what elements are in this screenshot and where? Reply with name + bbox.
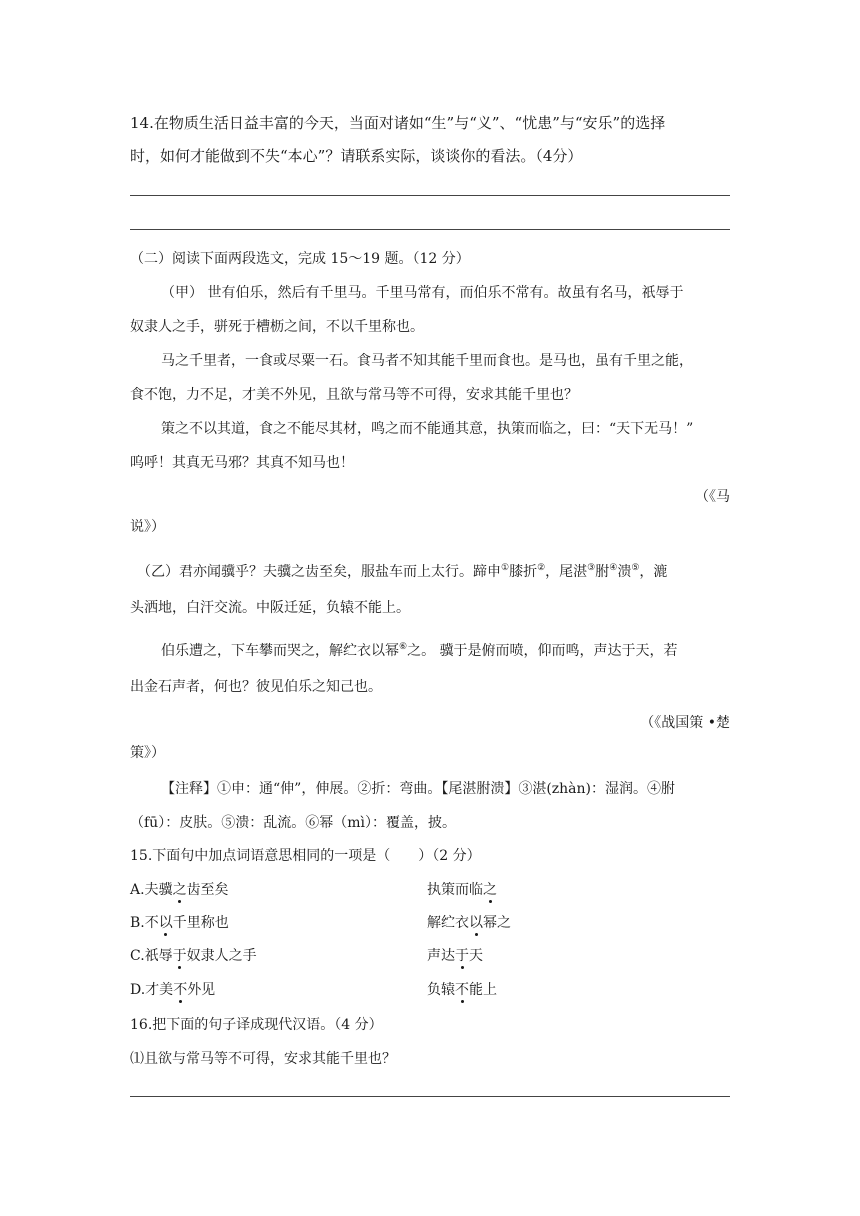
- passage-jia-line: 策之不以其道，食之不能尽其材，鸣之而不能通其意，执策而临之，曰：“天下无马！”: [161, 421, 694, 437]
- passage-jia-line: 马之千里者，一食或尽粟一石。食马者不知其能千里而食也。是马也，虽有千里之能，: [161, 353, 693, 369]
- passage-jia-line: 呜呼！其真无马邪？其真不知马也！: [130, 455, 354, 471]
- passage-yi-line: 头洒地，白汗交流。中阪迁延，负辕不能上。: [130, 600, 410, 616]
- passage-yi-line: （乙）君亦闻骥乎？夫骥之齿至矣，服盐车而上太行。蹄申①膝折②，尾湛③胕④溃⑤，漉: [137, 563, 668, 580]
- note-marker: ⑥: [399, 642, 408, 652]
- emphasis-char: 不: [173, 982, 188, 998]
- section-heading: （二）阅读下面两段选文，完成 15～19 题。（12 分）: [130, 251, 470, 267]
- q15-option-b: B.不以千里称也 解纻衣以幂之: [130, 915, 511, 931]
- q15-option-d: D.才美不外见 负辕不能上: [130, 982, 497, 998]
- notes-line: （fū）：皮肤。⑤溃：乱流。⑥幂（mì）：覆盖，披。: [130, 815, 456, 831]
- answer-line: [130, 1096, 730, 1097]
- answer-line: [130, 229, 730, 230]
- passage-jia-line: 奴隶人之手，骈死于槽枥之间，不以千里称也。: [130, 319, 424, 335]
- q15-option-c: C.祇辱于奴隶人之手 声达于天: [130, 948, 483, 964]
- answer-line: [130, 195, 730, 196]
- emphasis-char: 于: [455, 948, 469, 964]
- emphasis-char: 不: [455, 982, 469, 998]
- emphasis-char: 于: [172, 948, 187, 964]
- q15-option-a: A.夫骥之齿至矣 执策而临之: [130, 882, 497, 898]
- q16-stem: 16.把下面的句子译成现代汉语。（4 分）: [130, 1017, 383, 1033]
- q16-item-1: ⑴且欲与常马等不可得，安求其能千里也？: [130, 1051, 396, 1067]
- passage-yi-line: 伯乐遭之，下车攀而哭之，解纻衣以幂⑥之。 骥于是俯而喷，仰而鸣，声达于天，若: [161, 642, 678, 659]
- passage-jia-line: 食不饱，力不足，才美不外见，且欲与常马等不可得，安求其能千里也？: [130, 387, 578, 403]
- emphasis-char: 之: [483, 882, 497, 898]
- q14-line-1: 14.在物质生活日益丰富的今天，当面对诸如“生”与“义”、“忧患”与“安乐”的选择: [130, 114, 666, 132]
- note-marker: ③: [587, 563, 596, 573]
- passage-yi-line: 出金石声者，何也？彼见伯乐之知己也。: [130, 679, 382, 695]
- note-marker: ④: [609, 563, 618, 573]
- emphasis-char: 以: [469, 915, 483, 931]
- passage-jia-source: 说》）: [130, 519, 165, 535]
- notes-line: 【注释】①申：通“伸”，伸展。②折：弯曲。【尾湛胕溃】③湛(zhàn)：湿润。④胕: [161, 781, 675, 797]
- emphasis-char: 以: [158, 915, 173, 931]
- note-marker: ②: [537, 563, 546, 573]
- passage-jia-source: （《马: [695, 489, 730, 505]
- passage-jia-line: （甲） 世有伯乐，然后有千里马。千里马常有，而伯乐不常有。故虽有名马，祇辱于: [161, 285, 684, 301]
- note-marker: ⑤: [631, 563, 640, 573]
- passage-yi-source: 策》）: [130, 745, 165, 761]
- q14-line-2: 时，如何才能做到不失“本心”？请联系实际，谈谈你的看法。（4分）: [130, 147, 583, 165]
- emphasis-char: 之: [172, 882, 187, 898]
- passage-yi-source: （《战国策 •楚: [640, 715, 730, 731]
- q15-stem: 15.下面句中加点词语意思相同的一项是（ ）（2 分）: [130, 848, 481, 864]
- note-marker: ①: [501, 563, 510, 573]
